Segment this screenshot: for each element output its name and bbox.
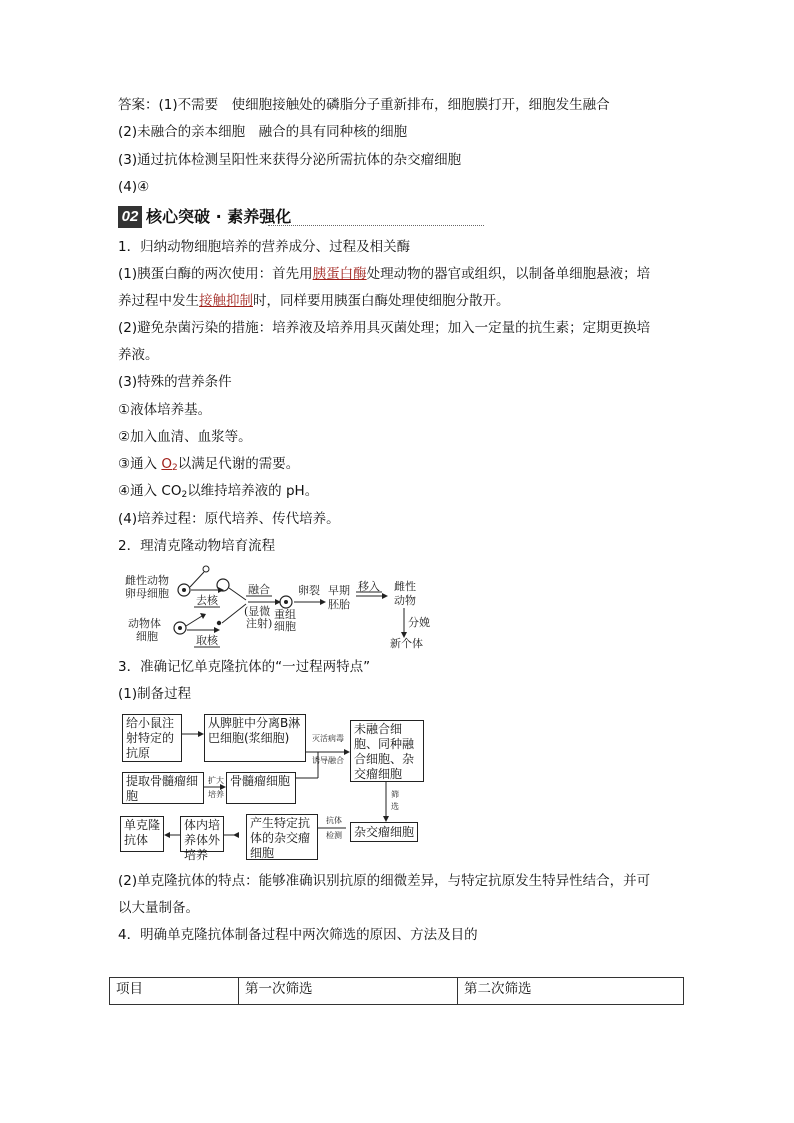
text-run: ④通入 CO <box>118 483 182 499</box>
p1-a-line1 <box>118 265 650 283</box>
answer-line-2: (2)未融合的亲本细胞 融合的具有同种核的细胞 <box>118 124 408 140</box>
label-female2-1: 雌性 <box>394 580 416 593</box>
label-body-cell: 细胞 <box>136 630 158 643</box>
nucleus-icon <box>217 621 221 625</box>
text-run: ③通入 <box>118 456 162 472</box>
p1-d: (4)培养过程：原代培养、传代培养。 <box>118 511 340 527</box>
label-remove-nucleus: 去核 <box>196 594 218 607</box>
section-number-badge: 02 <box>118 206 142 228</box>
label-expand-2: 培养 <box>208 790 224 799</box>
label-female: 雌性动物 <box>125 574 169 587</box>
p1-b-line2: 养液。 <box>118 347 159 363</box>
box-myeloma: 骨髓瘤细胞 <box>226 772 296 804</box>
text-run: 以维持培养液的 pH。 <box>187 483 319 499</box>
highlight-contact-inhibition: 接触抑制 <box>199 293 253 309</box>
p3-heading: 3．准确记忆单克隆抗体的“一过程两特点” <box>118 659 371 675</box>
label-transfer: 移入 <box>358 580 380 593</box>
highlight-trypsin: 胰蛋白酶 <box>312 266 367 282</box>
box-mab: 单克隆抗体 <box>120 816 164 852</box>
label-micro1: (显微 <box>244 605 271 618</box>
p1-c4 <box>118 482 318 504</box>
box-specific-hybridoma: 产生特定抗体的杂交瘤细胞 <box>246 814 318 860</box>
enucleated-oocyte-icon <box>217 579 229 591</box>
p1-c: (3)特殊的营养条件 <box>118 374 232 390</box>
section-title: 核心突破 · 素养强化 <box>146 207 292 226</box>
p1-heading: 1．归纳动物细胞培养的营养成分、过程及相关酶 <box>118 239 411 255</box>
label-take-nucleus: 取核 <box>196 634 218 647</box>
p3-feature-line1: (2)单克隆抗体的特点：能够准确识别抗原的细微差异，与特定抗原发生特异性结合，并可 <box>118 873 651 889</box>
label-micro2: 注射) <box>246 617 273 630</box>
subscript: 2 <box>181 490 188 500</box>
section-divider <box>268 225 484 226</box>
label-recomb2: 细胞 <box>274 620 296 633</box>
label-early-embryo2: 胚胎 <box>328 598 350 611</box>
label-early-embryo1: 早期 <box>328 584 350 597</box>
cloning-flow-diagram <box>120 560 450 652</box>
label-screen-2: 选 <box>391 802 399 811</box>
box-immunize: 给小鼠注射特定的抗原 <box>122 714 182 762</box>
label-new-individual: 新个体 <box>390 637 423 650</box>
box-culture: 体内培养体外培养 <box>180 816 224 852</box>
box-extract-myeloma: 提取骨髓瘤细胞 <box>122 772 204 804</box>
p3-sub: (1)制备过程 <box>118 686 192 702</box>
section-heading <box>118 206 368 230</box>
p1-c2: ②加入血清、血浆等。 <box>118 429 252 445</box>
label-screen-1: 筛 <box>391 790 399 799</box>
p1-c3 <box>118 455 299 477</box>
p2-heading: 2．理清克隆动物培育流程 <box>118 538 276 554</box>
text-run: 处理动物的器官或组织，以制备单细胞悬液；培 <box>366 266 651 282</box>
p4-heading: 4．明确单克隆抗体制备过程中两次筛选的原因、方法及目的 <box>118 927 478 943</box>
label-virus-2: 诱导融合 <box>312 756 344 765</box>
p1-a-line2 <box>118 292 510 310</box>
text-run: 以满足代谢的需要。 <box>177 456 300 472</box>
text-run: 时，同样要用胰蛋白酶处理使细胞分散开。 <box>253 293 510 309</box>
p3-feature-line2: 以大量制备。 <box>118 900 199 916</box>
nucleus-removed-icon <box>203 566 209 572</box>
label-body: 动物体 <box>128 617 161 630</box>
mab-flowchart <box>118 710 428 860</box>
answer-line-4: (4)④ <box>118 179 150 195</box>
label-cleavage: 卵裂 <box>298 584 320 597</box>
table-header-first: 第一次筛选 <box>239 978 458 1005</box>
label-antibody-2: 检测 <box>326 831 342 840</box>
label-recomb1: 重组 <box>274 608 296 621</box>
answer-line-1: 答案：(1)不需要 使细胞接触处的磷脂分子重新排布，细胞膜打开，细胞发生融合 <box>118 97 610 113</box>
box-fused-mix: 未融合细胞、同种融合细胞、杂交瘤细胞 <box>350 720 424 782</box>
table-header-second: 第二次筛选 <box>458 978 684 1005</box>
table-row <box>110 978 684 1005</box>
text-run: (1)胰蛋白酶的两次使用：首先用 <box>118 266 313 282</box>
box-isolate-b-cells: 从脾脏中分离B淋巴细胞(浆细胞) <box>204 714 306 762</box>
answer-line-3: (3)通过抗体检测呈阳性来获得分泌所需抗体的杂交瘤细胞 <box>118 152 462 168</box>
screening-table <box>109 977 684 1005</box>
label-antibody-1: 抗体 <box>326 816 342 825</box>
label-birth: 分娩 <box>408 616 430 629</box>
table-header-item: 项目 <box>110 978 239 1005</box>
label-fuse: 融合 <box>248 583 270 596</box>
highlight-o2: $O_2$ <box>161 456 178 473</box>
box-hybridoma: 杂交瘤细胞 <box>350 822 418 842</box>
label-virus-1: 灭活病毒 <box>312 734 344 743</box>
p1-b-line1: (2)避免杂菌污染的措施：培养液及培养用具灭菌处理；加入一定量的抗生素；定期更换培 <box>118 320 651 336</box>
p1-c1: ①液体培养基。 <box>118 402 212 418</box>
label-female-oocyte: 卵母细胞 <box>125 587 169 600</box>
label-female2-2: 动物 <box>394 594 416 607</box>
text-run: 养过程中发生 <box>118 293 199 309</box>
label-expand-1: 扩大 <box>208 776 224 785</box>
